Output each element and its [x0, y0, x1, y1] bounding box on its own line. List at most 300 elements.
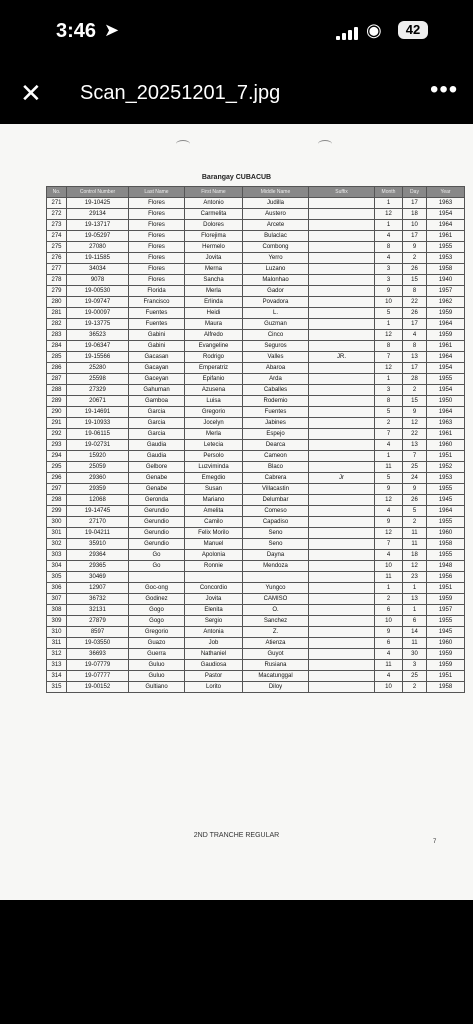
table-cell: Ronnie: [185, 561, 243, 572]
table-cell: Cabrera: [243, 473, 309, 484]
table-cell: 11: [375, 572, 403, 583]
table-cell: 304: [47, 561, 67, 572]
table-cell: 5: [375, 407, 403, 418]
table-cell: 19-14691: [67, 407, 129, 418]
table-cell: 13: [403, 352, 427, 363]
table-cell: 1951: [427, 451, 465, 462]
table-cell: 26: [403, 264, 427, 275]
table-cell: [309, 220, 375, 231]
table-cell: 15: [403, 275, 427, 286]
table-cell: 9: [403, 484, 427, 495]
table-cell: 1955: [427, 517, 465, 528]
table-cell: 8: [403, 286, 427, 297]
table-cell: 19-10933: [67, 418, 129, 429]
table-cell: Merla: [185, 429, 243, 440]
table-row: [47, 528, 465, 539]
table-cell: 35910: [67, 539, 129, 550]
table-cell: 290: [47, 407, 67, 418]
table-cell: Rusiana: [243, 660, 309, 671]
table-row: [47, 220, 465, 231]
column-header: Month: [375, 187, 403, 198]
table-cell: 12: [375, 528, 403, 539]
table-cell: 11: [375, 462, 403, 473]
table-cell: Gultiano: [129, 682, 185, 693]
table-cell: 298: [47, 495, 67, 506]
table-cell: Sanchez: [243, 616, 309, 627]
table-cell: 6: [375, 605, 403, 616]
table-cell: 17: [403, 198, 427, 209]
table-cell: Epifanio: [185, 374, 243, 385]
table-cell: [309, 451, 375, 462]
table-cell: 27080: [67, 242, 129, 253]
table-cell: Felix Morilo: [185, 528, 243, 539]
table-cell: Jovita: [185, 253, 243, 264]
table-cell: Cameon: [243, 451, 309, 462]
table-cell: 5: [375, 308, 403, 319]
table-cell: Gabini: [129, 330, 185, 341]
table-cell: 19-04211: [67, 528, 129, 539]
table-cell: 8597: [67, 627, 129, 638]
table-cell: [309, 330, 375, 341]
table-cell: Garcia: [129, 407, 185, 418]
table-cell: 29364: [67, 550, 129, 561]
table-cell: 13: [403, 440, 427, 451]
table-cell: [309, 462, 375, 473]
table-cell: Erlinda: [185, 297, 243, 308]
table-cell: Luisa: [185, 396, 243, 407]
table-cell: 2: [375, 418, 403, 429]
table-cell: [309, 506, 375, 517]
table-cell: 1: [375, 451, 403, 462]
table-cell: 302: [47, 539, 67, 550]
more-icon[interactable]: •••: [430, 76, 459, 103]
table-cell: Guerra: [129, 649, 185, 660]
table-cell: 314: [47, 671, 67, 682]
table-cell: 19-13775: [67, 319, 129, 330]
table-cell: [309, 242, 375, 253]
table-cell: Gamboa: [129, 396, 185, 407]
table-cell: 9: [375, 484, 403, 495]
table-cell: Dearca: [243, 440, 309, 451]
table-cell: 1958: [427, 264, 465, 275]
table-cell: Gacayan: [129, 363, 185, 374]
table-cell: [309, 363, 375, 374]
table-cell: 29359: [67, 484, 129, 495]
table-cell: [309, 286, 375, 297]
table-cell: [309, 297, 375, 308]
table-cell: 1954: [427, 385, 465, 396]
table-cell: Gaudia: [129, 440, 185, 451]
document-footer: 2ND TRANCHE REGULAR: [193, 832, 280, 839]
table-cell: 12: [375, 330, 403, 341]
table-cell: Guluo: [129, 660, 185, 671]
table-cell: 275: [47, 242, 67, 253]
table-cell: 7: [375, 539, 403, 550]
table-row: [47, 682, 465, 693]
table-cell: [309, 594, 375, 605]
table-cell: Antonia: [185, 627, 243, 638]
table-cell: 301: [47, 528, 67, 539]
table-cell: Jabines: [243, 418, 309, 429]
table-cell: Sancha: [185, 275, 243, 286]
table-cell: 19-13717: [67, 220, 129, 231]
table-cell: 4: [375, 550, 403, 561]
table-cell: [309, 275, 375, 286]
table-cell: [309, 407, 375, 418]
table-cell: 9: [375, 627, 403, 638]
table-cell: 1964: [427, 319, 465, 330]
table-cell: Concordio: [185, 583, 243, 594]
table-cell: Persolo: [185, 451, 243, 462]
table-cell: Merna: [185, 264, 243, 275]
column-header: Day: [403, 187, 427, 198]
table-cell: 9: [375, 517, 403, 528]
table-cell: [309, 528, 375, 539]
table-row: [47, 374, 465, 385]
table-cell: 25280: [67, 363, 129, 374]
table-cell: 32131: [67, 605, 129, 616]
table-row: [47, 319, 465, 330]
table-cell: [243, 572, 309, 583]
table-cell: 306: [47, 583, 67, 594]
table-cell: 305: [47, 572, 67, 583]
table-cell: [309, 682, 375, 693]
table-cell: Genabe: [129, 473, 185, 484]
table-row: [47, 363, 465, 374]
table-cell: 25059: [67, 462, 129, 473]
clock: 3:46: [56, 20, 97, 42]
table-cell: 26: [403, 495, 427, 506]
table-row: [47, 616, 465, 627]
table-cell: 1953: [427, 473, 465, 484]
table-cell: 29365: [67, 561, 129, 572]
table-cell: Francisco: [129, 297, 185, 308]
column-header: Suffix: [309, 187, 375, 198]
table-cell: [309, 253, 375, 264]
scanned-document[interactable]: [0, 124, 473, 900]
table-row: [47, 495, 465, 506]
table-cell: 308: [47, 605, 67, 616]
table-cell: 284: [47, 341, 67, 352]
table-cell: 1955: [427, 616, 465, 627]
table-cell: 1959: [427, 594, 465, 605]
table-cell: 10: [403, 220, 427, 231]
table-cell: 23: [403, 572, 427, 583]
table-cell: 1: [375, 319, 403, 330]
table-cell: 4: [375, 506, 403, 517]
table-cell: 17: [403, 319, 427, 330]
table-cell: Carmelita: [185, 209, 243, 220]
table-cell: 4: [375, 671, 403, 682]
battery-icon: 42: [398, 21, 428, 39]
table-cell: Atienza: [243, 638, 309, 649]
table-cell: 2: [403, 682, 427, 693]
table-cell: Gador: [243, 286, 309, 297]
table-cell: Flores: [129, 220, 185, 231]
table-cell: 289: [47, 396, 67, 407]
table-cell: Gerundio: [129, 517, 185, 528]
table-cell: [309, 264, 375, 275]
table-cell: 19-05297: [67, 231, 129, 242]
table-cell: 17: [403, 363, 427, 374]
table-cell: 1955: [427, 242, 465, 253]
table-row: [47, 605, 465, 616]
table-cell: 1956: [427, 572, 465, 583]
table-cell: Emperatriz: [185, 363, 243, 374]
table-cell: 273: [47, 220, 67, 231]
table-cell: Capadiso: [243, 517, 309, 528]
table-cell: 9: [403, 407, 427, 418]
table-cell: Guluo: [129, 671, 185, 682]
table-cell: [309, 539, 375, 550]
table-cell: 15: [403, 396, 427, 407]
table-cell: [309, 649, 375, 660]
table-cell: 19-00530: [67, 286, 129, 297]
table-cell: 11: [403, 539, 427, 550]
punch-hole: [318, 140, 332, 148]
table-cell: [309, 484, 375, 495]
table-cell: 34034: [67, 264, 129, 275]
table-cell: 6: [375, 638, 403, 649]
table-cell: 18: [403, 550, 427, 561]
table-cell: 19-07777: [67, 671, 129, 682]
table-cell: [309, 583, 375, 594]
table-cell: 12907: [67, 583, 129, 594]
table-cell: 276: [47, 253, 67, 264]
table-cell: 283: [47, 330, 67, 341]
table-cell: 5: [375, 473, 403, 484]
table-cell: [309, 440, 375, 451]
table-cell: 7: [403, 451, 427, 462]
table-cell: L.: [243, 308, 309, 319]
table-cell: Austero: [243, 209, 309, 220]
table-row: [47, 352, 465, 363]
table-row: [47, 264, 465, 275]
page-number: 7: [433, 839, 437, 845]
location-arrow-icon: ➤: [104, 20, 120, 40]
table-row: [47, 627, 465, 638]
table-cell: 1957: [427, 286, 465, 297]
table-cell: 4: [375, 253, 403, 264]
table-cell: 29360: [67, 473, 129, 484]
column-header: Year: [427, 187, 465, 198]
table-cell: 19-06347: [67, 341, 129, 352]
table-cell: 12: [403, 561, 427, 572]
table-cell: Geronda: [129, 495, 185, 506]
table-cell: Valles: [243, 352, 309, 363]
table-cell: 4: [375, 649, 403, 660]
table-cell: 18: [403, 209, 427, 220]
table-cell: 17: [403, 231, 427, 242]
table-cell: 8: [375, 341, 403, 352]
table-cell: Elenita: [185, 605, 243, 616]
table-cell: 28: [403, 374, 427, 385]
table-cell: 271: [47, 198, 67, 209]
table-cell: 1959: [427, 330, 465, 341]
table-cell: 2: [403, 517, 427, 528]
table-cell: JR.: [309, 352, 375, 363]
table-cell: [309, 341, 375, 352]
table-row: [47, 594, 465, 605]
table-cell: 1964: [427, 407, 465, 418]
table-cell: [185, 572, 243, 583]
table-cell: Gabini: [129, 341, 185, 352]
table-cell: 1: [403, 605, 427, 616]
table-cell: Rodemio: [243, 396, 309, 407]
table-cell: Gacasan: [129, 352, 185, 363]
table-cell: 10: [375, 297, 403, 308]
table-cell: Yungco: [243, 583, 309, 594]
table-cell: Flores: [129, 209, 185, 220]
table-cell: Blaco: [243, 462, 309, 473]
column-header: No.: [47, 187, 67, 198]
table-row: [47, 572, 465, 583]
table-cell: 303: [47, 550, 67, 561]
document-title: Barangay CUBACUB: [201, 174, 272, 181]
table-cell: Luzviminda: [185, 462, 243, 473]
table-cell: 9078: [67, 275, 129, 286]
table-cell: 292: [47, 429, 67, 440]
table-cell: 309: [47, 616, 67, 627]
table-cell: 19-00152: [67, 682, 129, 693]
table-cell: 272: [47, 209, 67, 220]
table-cell: Yerro: [243, 253, 309, 264]
table-cell: 315: [47, 682, 67, 693]
table-cell: 19-03550: [67, 638, 129, 649]
table-row: [47, 539, 465, 550]
table-cell: 20671: [67, 396, 129, 407]
table-cell: Florida: [129, 286, 185, 297]
table-row: [47, 506, 465, 517]
table-cell: 5: [403, 506, 427, 517]
table-cell: Seno: [243, 539, 309, 550]
table-cell: Job: [185, 638, 243, 649]
table-cell: Gaceyan: [129, 374, 185, 385]
table-row: [47, 660, 465, 671]
table-cell: 307: [47, 594, 67, 605]
table-cell: Arda: [243, 374, 309, 385]
table-cell: 293: [47, 440, 67, 451]
table-cell: Heidi: [185, 308, 243, 319]
table-cell: 7: [375, 352, 403, 363]
table-cell: 19-02731: [67, 440, 129, 451]
table-cell: 1960: [427, 528, 465, 539]
table-cell: Flores: [129, 253, 185, 264]
table-cell: 310: [47, 627, 67, 638]
table-cell: Cinco: [243, 330, 309, 341]
table-row: [47, 418, 465, 429]
table-cell: 1951: [427, 671, 465, 682]
table-cell: 10: [375, 616, 403, 627]
table-cell: 294: [47, 451, 67, 462]
table-cell: [309, 550, 375, 561]
table-cell: Maura: [185, 319, 243, 330]
table-row: [47, 451, 465, 462]
table-cell: Gerundio: [129, 528, 185, 539]
table-cell: 1964: [427, 506, 465, 517]
table-cell: Azusena: [185, 385, 243, 396]
table-cell: 1: [375, 198, 403, 209]
table-cell: 1: [403, 583, 427, 594]
table-row: [47, 341, 465, 352]
table-cell: 287: [47, 374, 67, 385]
table-cell: 24: [403, 473, 427, 484]
table-cell: Fuentes: [129, 319, 185, 330]
table-cell: 1962: [427, 297, 465, 308]
table-row: [47, 385, 465, 396]
table-cell: 12: [375, 363, 403, 374]
table-cell: Bulaclac: [243, 231, 309, 242]
table-cell: Nathaniel: [185, 649, 243, 660]
table-row: [47, 242, 465, 253]
column-header: Middle Name: [243, 187, 309, 198]
table-cell: [309, 429, 375, 440]
table-cell: 25598: [67, 374, 129, 385]
table-row: [47, 583, 465, 594]
table-cell: [309, 616, 375, 627]
table-cell: Gahuman: [129, 385, 185, 396]
table-cell: 296: [47, 473, 67, 484]
table-cell: 3: [375, 275, 403, 286]
table-cell: 300: [47, 517, 67, 528]
table-cell: 19-09747: [67, 297, 129, 308]
table-row: [47, 561, 465, 572]
table-cell: 1961: [427, 429, 465, 440]
table-cell: Gerundio: [129, 539, 185, 550]
table-cell: 1958: [427, 539, 465, 550]
table-cell: 7: [375, 429, 403, 440]
table-row: [47, 286, 465, 297]
table-cell: 3: [375, 385, 403, 396]
table-cell: Go: [129, 550, 185, 561]
table-cell: 1959: [427, 649, 465, 660]
column-header: First Name: [185, 187, 243, 198]
table-cell: 8: [375, 242, 403, 253]
table-cell: Gaudiosa: [185, 660, 243, 671]
table-cell: 15920: [67, 451, 129, 462]
table-cell: Pastor: [185, 671, 243, 682]
table-cell: [309, 418, 375, 429]
table-cell: [309, 605, 375, 616]
table-cell: Diloy: [243, 682, 309, 693]
table-row: [47, 484, 465, 495]
table-cell: 1963: [427, 418, 465, 429]
table-cell: Merla: [185, 286, 243, 297]
table-cell: 19-14745: [67, 506, 129, 517]
table-row: [47, 638, 465, 649]
punch-hole: [176, 140, 190, 148]
table-cell: 282: [47, 319, 67, 330]
table-cell: Flores: [129, 242, 185, 253]
table-cell: 1958: [427, 682, 465, 693]
table-cell: Goc-ong: [129, 583, 185, 594]
table-cell: 30: [403, 649, 427, 660]
table-cell: Espejo: [243, 429, 309, 440]
close-icon[interactable]: ✕: [20, 78, 42, 108]
table-cell: Rodrigo: [185, 352, 243, 363]
table-cell: 36732: [67, 594, 129, 605]
status-bar: [0, 0, 473, 62]
table-cell: 11: [375, 660, 403, 671]
table-cell: 10: [375, 561, 403, 572]
table-cell: Luzano: [243, 264, 309, 275]
table-cell: 4: [375, 231, 403, 242]
table-cell: Emegdio: [185, 473, 243, 484]
table-cell: Fuentes: [129, 308, 185, 319]
table-cell: 1960: [427, 440, 465, 451]
table-cell: 2: [375, 594, 403, 605]
table-cell: Gaudia: [129, 451, 185, 462]
